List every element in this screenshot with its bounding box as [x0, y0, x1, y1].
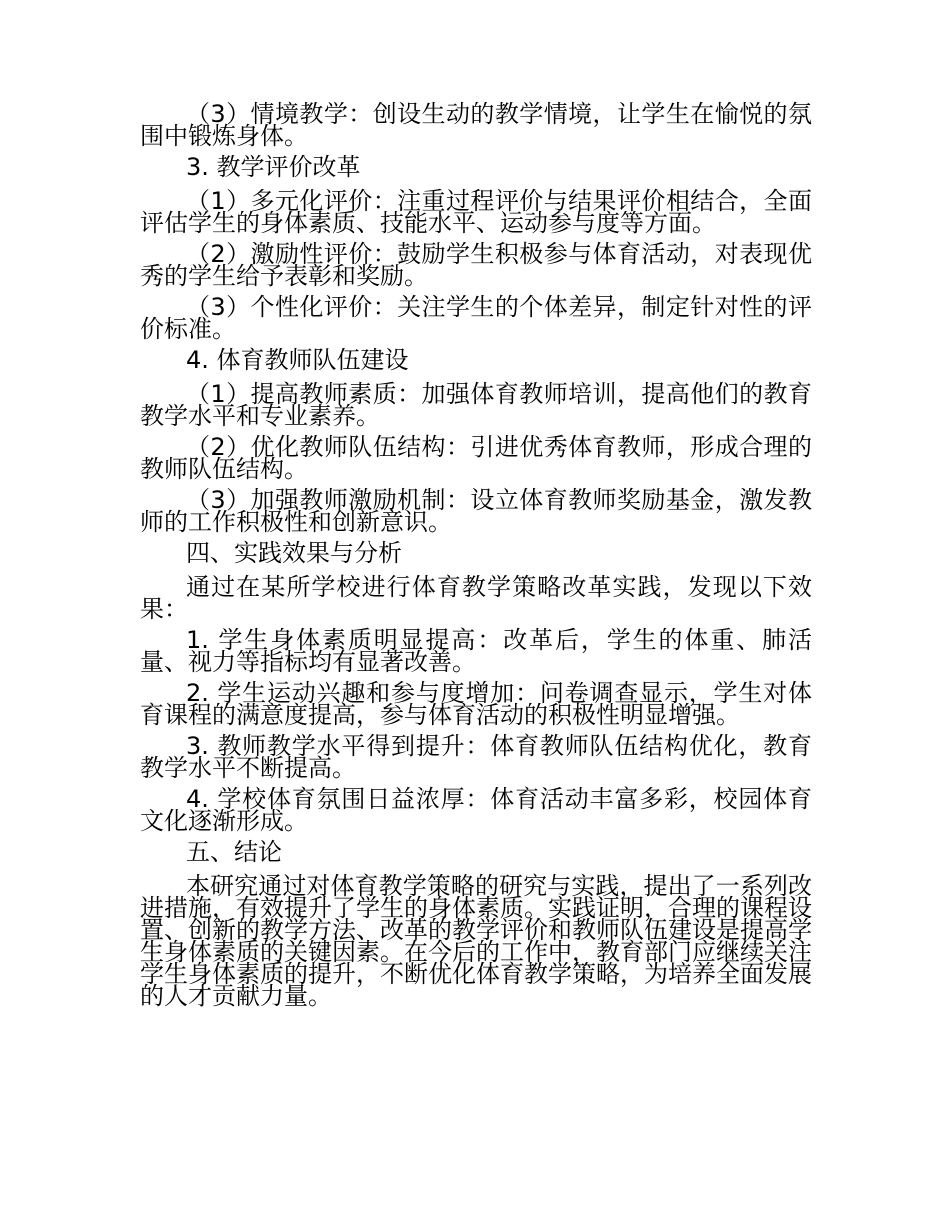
paragraph-effect-teaching-level: 3. 教师教学水平得到提升：体育教师队伍结构优化，教育教学水平不断提高。	[140, 732, 812, 782]
paragraph-effect-interest: 2. 学生运动兴趣和参与度增加：问卷调查显示，学生对体育课程的满意度提高，参与体育活动的积极性明显增强。	[140, 679, 812, 729]
paragraph-incentive-evaluation: （2）激励性评价：鼓励学生积极参与体育活动，对表现优秀的学生给予表彰和奖励。	[140, 240, 812, 290]
heading-practice-effects: 四、实践效果与分析	[186, 539, 402, 567]
paragraph-effect-atmosphere: 4. 学校体育氛围日益浓厚：体育活动丰富多彩，校园体育文化逐渐形成。	[140, 785, 812, 835]
paragraph-improve-teacher-quality: （1）提高教师素质：加强体育教师培训，提高他们的教育教学水平和专业素养。	[140, 380, 812, 430]
heading-teacher-team-building: 4. 体育教师队伍建设	[186, 346, 409, 374]
paragraph-effect-physical-fitness: 1. 学生身体素质明显提高：改革后，学生的体重、肺活量、视力等指标均有显著改善。	[140, 626, 812, 676]
paragraph-teacher-incentive: （3）加强教师激励机制：设立体育教师奖励基金，激发教师的工作积极性和创新意识。	[140, 486, 812, 536]
heading-teaching-evaluation-reform: 3. 教学评价改革	[186, 153, 361, 181]
heading-conclusion: 五、结论	[186, 838, 282, 866]
paragraph-optimize-team-structure: （2）优化教师队伍结构：引进优秀体育教师，形成合理的教师队伍结构。	[140, 433, 812, 483]
paragraph-situational-teaching: （3）情境教学：创设生动的教学情境，让学生在愉悦的氛围中锻炼身体。	[140, 100, 812, 150]
paragraph-practice-intro: 通过在某所学校进行体育教学策略改革实践，发现以下效果：	[140, 573, 812, 623]
paragraph-personalized-evaluation: （3）个性化评价：关注学生的个体差异，制定针对性的评价标准。	[140, 293, 812, 343]
paragraph-diversified-evaluation: （1）多元化评价：注重过程评价与结果评价相结合，全面评估学生的身体素质、技能水平、运动参与度等方面。	[140, 187, 812, 237]
document-page	[140, 100, 812, 1016]
paragraph-conclusion: 本研究通过对体育教学策略的研究与实践，提出了一系列改进措施，有效提升了学生的身体素质。实践证明，合理的课程设置、创新的教学方法、改革的教学评价和教师队伍建设是提高学生身体素质的关键因素。在今后的工作中，教育部门应继续关注学生身体素质的提升，不断优化体育教学策略，为培养全面发展的人才贡献力量。	[140, 872, 812, 1010]
